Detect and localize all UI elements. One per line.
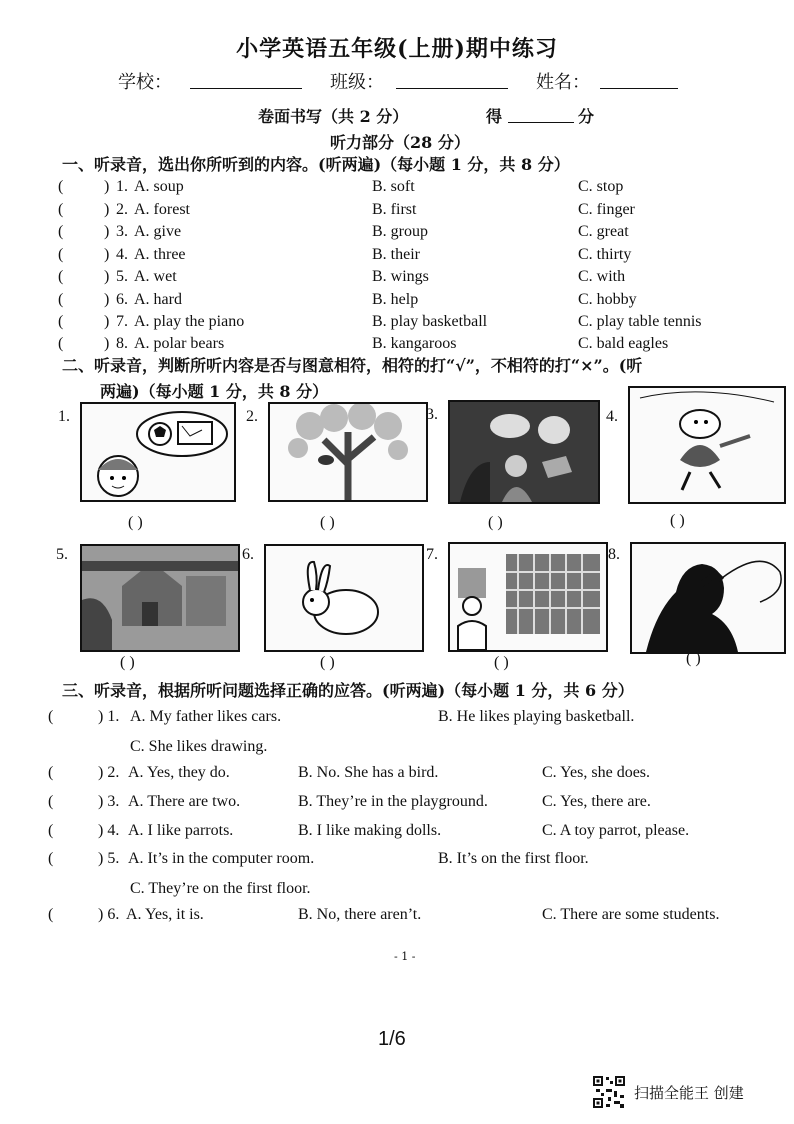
answer-blank-close: ) <box>104 268 110 285</box>
qr-code-icon <box>592 1075 626 1109</box>
option-b: B. play basketball <box>372 313 488 330</box>
answer-paren-1[interactable]: ( ) <box>128 514 143 531</box>
question-number: 2. <box>116 201 128 218</box>
name-field[interactable] <box>600 70 678 89</box>
answer-blank-open[interactable]: ( <box>48 850 54 867</box>
question-number: ) 3. <box>98 793 120 810</box>
option-b: B. their <box>372 246 420 263</box>
option-b: B. It’s on the first floor. <box>438 850 589 867</box>
question-number: ) 2. <box>98 764 120 781</box>
option-c: C. Yes, there are. <box>542 793 651 810</box>
question-number: ) 4. <box>98 822 120 839</box>
question-number: ) 6. <box>98 906 120 923</box>
page-title: 小学英语五年级(上册)期中练习 <box>236 36 558 62</box>
school-label: 学校： <box>118 72 172 93</box>
answer-blank-open[interactable]: ( <box>48 906 54 923</box>
answer-blank-open[interactable]: ( <box>58 246 64 263</box>
picture-number: 3. <box>426 406 438 423</box>
option-a: A. It’s in the computer room. <box>128 850 315 867</box>
page-count: 1/6 <box>378 1028 406 1050</box>
picture-number: 4. <box>606 408 618 425</box>
library-boy-icon <box>448 542 608 652</box>
option-a: A. soup <box>134 178 184 195</box>
option-a: A. Yes, they do. <box>128 764 230 781</box>
boy-thinking-football-icon <box>80 402 236 502</box>
section2-heading-line2: 两遍)（每小题 1 分，共 8 分） <box>100 382 329 401</box>
option-b: B. No. She has a bird. <box>298 764 439 781</box>
option-a: A. play the piano <box>134 313 245 330</box>
answer-paren-8[interactable]: ( ) <box>686 650 701 667</box>
option-a: A. My father likes cars. <box>130 708 282 725</box>
question-number: 3. <box>116 223 128 240</box>
class-field[interactable] <box>396 70 508 89</box>
question-number: 6. <box>116 291 128 308</box>
option-c: C. thirty <box>578 246 632 263</box>
answer-blank-close: ) <box>104 246 110 263</box>
question-number: 7. <box>116 313 128 330</box>
option-c: C. stop <box>578 178 624 195</box>
answer-blank-open[interactable]: ( <box>48 793 54 810</box>
option-b: B. No, there aren’t. <box>298 906 422 923</box>
score-unit: 分 <box>578 107 595 126</box>
option-c: C. Yes, she does. <box>542 764 651 781</box>
school-field[interactable] <box>190 70 302 89</box>
option-a: A. hard <box>134 291 182 308</box>
option-b: B. first <box>372 201 417 218</box>
section2-heading-line1: 二、听录音，判断所听内容是否与图意相符，相符的打“√”，不相符的打“×”。(听 <box>62 356 643 375</box>
answer-paren-4[interactable]: ( ) <box>670 512 685 529</box>
option-a: A. forest <box>134 201 190 218</box>
option-b: B. help <box>372 291 419 308</box>
answer-blank-close: ) <box>104 313 110 330</box>
name-label: 姓名： <box>536 72 590 93</box>
bird-in-tree-icon <box>268 402 428 502</box>
option-c: C. with <box>578 268 626 285</box>
answer-blank-open[interactable]: ( <box>48 822 54 839</box>
option-c: C. great <box>578 223 629 240</box>
score-label: 得 <box>486 107 503 126</box>
option-b: B. wings <box>372 268 429 285</box>
answer-paren-3[interactable]: ( ) <box>488 514 503 531</box>
question-number: 1. <box>116 178 128 195</box>
page-marker: - 1 - <box>394 950 416 963</box>
section1-heading: 一、听录音，选出你所听到的内容。(听两遍)（每小题 1 分，共 8 分） <box>62 155 570 174</box>
question-number: ) 5. <box>98 850 120 867</box>
singer-silhouette-icon <box>630 542 786 654</box>
answer-blank-open[interactable]: ( <box>48 708 54 725</box>
answer-blank-open[interactable]: ( <box>58 178 64 195</box>
answer-blank-close: ) <box>104 335 110 352</box>
question-number: 5. <box>116 268 128 285</box>
option-c: C. play table tennis <box>578 313 702 330</box>
picture-number: 1. <box>58 408 70 425</box>
answer-paren-6[interactable]: ( ) <box>320 654 335 671</box>
class-label: 班级： <box>330 72 384 93</box>
option-a: A. three <box>134 246 186 263</box>
picture-number: 8. <box>608 546 620 563</box>
option-b: B. I like making dolls. <box>298 822 442 839</box>
answer-blank-close: ) <box>104 201 110 218</box>
classroom-icon <box>448 400 600 504</box>
village-house-icon <box>80 544 240 652</box>
option-c: C. finger <box>578 201 635 218</box>
option-c: C. hobby <box>578 291 637 308</box>
answer-paren-2[interactable]: ( ) <box>320 514 335 531</box>
answer-blank-close: ) <box>104 291 110 308</box>
question-number: 4. <box>116 246 128 263</box>
answer-paren-7[interactable]: ( ) <box>494 654 509 671</box>
option-a: A. There are two. <box>128 793 241 810</box>
option-b: B. soft <box>372 178 415 195</box>
option-b: B. They’re in the playground. <box>298 793 488 810</box>
answer-blank-open[interactable]: ( <box>58 223 64 240</box>
answer-blank-open[interactable]: ( <box>58 313 64 330</box>
option-c: C. There are some students. <box>542 906 720 923</box>
option-a: A. wet <box>134 268 177 285</box>
option-c: C. A toy parrot, please. <box>542 822 690 839</box>
answer-paren-5[interactable]: ( ) <box>120 654 135 671</box>
picture-number: 5. <box>56 546 68 563</box>
answer-blank-close: ) <box>104 223 110 240</box>
option-b: B. He likes playing basketball. <box>438 708 635 725</box>
option-b: B. group <box>372 223 428 240</box>
option-a: A. polar bears <box>134 335 225 352</box>
picture-number: 2. <box>246 408 258 425</box>
option-a: A. give <box>134 223 182 240</box>
answer-blank-open[interactable]: ( <box>58 201 64 218</box>
rabbit-icon <box>264 544 424 652</box>
option-c: C. bald eagles <box>578 335 669 352</box>
question-number: ) 1. <box>98 708 120 725</box>
option-a: A. I like parrots. <box>128 822 234 839</box>
question-number: 8. <box>116 335 128 352</box>
listening-part-title: 听力部分（28 分） <box>330 133 470 152</box>
option-a: A. Yes, it is. <box>126 906 204 923</box>
pig-skating-icon <box>628 386 786 504</box>
answer-blank-open[interactable]: ( <box>58 268 64 285</box>
option-c: C. They’re on the first floor. <box>130 880 311 897</box>
picture-number: 7. <box>426 546 438 563</box>
answer-blank-open[interactable]: ( <box>48 764 54 781</box>
score-field[interactable] <box>508 104 574 123</box>
answer-blank-close: ) <box>104 178 110 195</box>
section3-heading: 三、听录音，根据所听问题选择正确的应答。(听两遍)（每小题 1 分，共 6 分） <box>62 681 634 700</box>
answer-blank-open[interactable]: ( <box>58 335 64 352</box>
answer-blank-open[interactable]: ( <box>58 291 64 308</box>
option-c: C. She likes drawing. <box>130 738 268 755</box>
option-b: B. kangaroos <box>372 335 457 352</box>
handwriting-label: 卷面书写（共 2 分） <box>258 107 409 126</box>
picture-number: 6. <box>242 546 254 563</box>
scanner-credit: 扫描全能王 创建 <box>634 1084 744 1102</box>
